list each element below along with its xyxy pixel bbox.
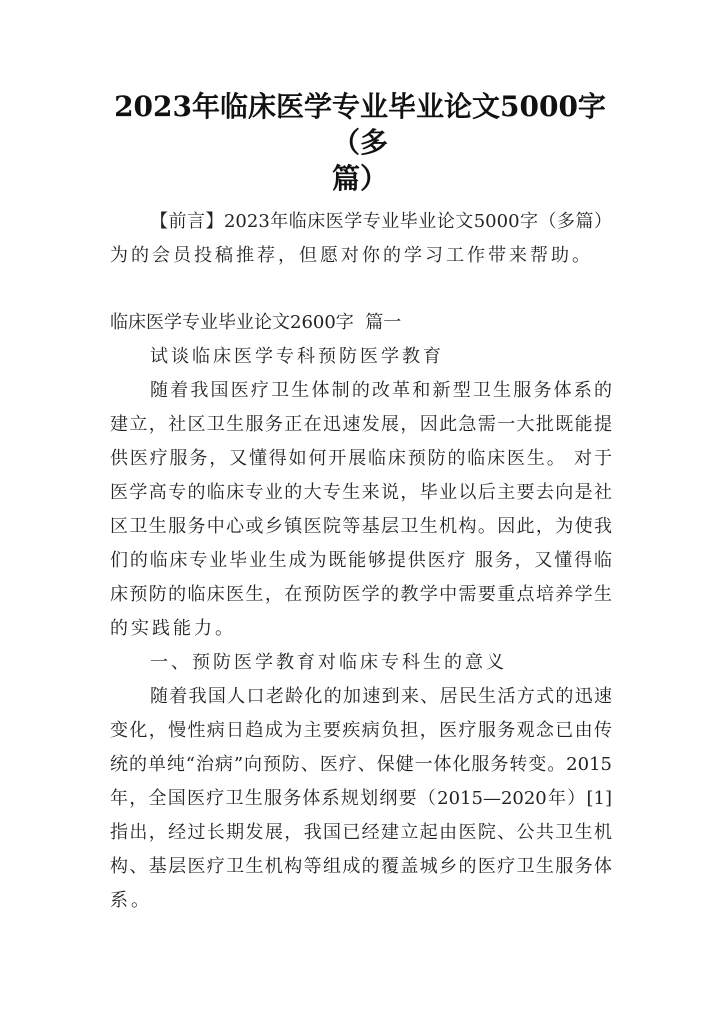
- paragraph-line: 变化，慢性病日趋成为主要疾病负担，医疗服务观念已由传: [110, 720, 612, 741]
- preface: [110, 205, 612, 273]
- subheading: 一、预防医学教育对临床专科生的意义: [150, 652, 507, 673]
- paragraph-line: 构、基层医疗卫生机构等组成的覆盖城乡的医疗卫生服务体: [110, 856, 612, 877]
- paragraph-line: 随着我国医疗卫生体制的改革和新型卫生服务体系的: [150, 380, 612, 401]
- paragraph-line: 床预防的临床医生，在预防医学的教学中需要重点培养学生: [110, 584, 612, 605]
- paragraph-line: 建立，社区卫生服务正在迅速发展，因此急需一大批既能提: [110, 414, 612, 435]
- paragraph-line: 系。: [110, 890, 152, 911]
- document-body: [110, 306, 612, 918]
- paragraph-line: 的实践能力。: [110, 618, 236, 639]
- paragraph-line: 供医疗服务，又懂得如何开展临床预防的临床医生。 对于: [110, 448, 612, 469]
- paragraph-line: 医学高专的临床专业的大专生来说，毕业以后主要去向是社: [110, 482, 612, 503]
- title-line: 2023年临床医学专业毕业论文5000字（多: [114, 90, 606, 159]
- paragraph-line: 指出，经过长期发展，我国已经建立起由医院、公共卫生机: [110, 822, 612, 843]
- paragraph-line: 区卫生服务中心或乡镇医院等基层卫生机构。因此，为使我: [110, 516, 612, 537]
- section-heading: 临床医学专业毕业论文2600字 篇一: [110, 312, 402, 333]
- paragraph-line: 年，全国医疗卫生服务体系规划纲要（2015—2020年）[1]: [110, 788, 612, 809]
- article-title: 试谈临床医学专科预防医学教育: [150, 346, 444, 367]
- paragraph-line: 们的临床专业毕业生成为既能够提供医疗 服务，又懂得临: [110, 550, 612, 571]
- preface-line: 为的会员投稿推荐，但愿对你的学习工作带来帮助。: [110, 245, 593, 266]
- preface-line: 【前言】2023年临床医学专业毕业论文5000字（多篇）: [150, 211, 612, 232]
- title-line: 篇）: [331, 162, 388, 195]
- paragraph-line: 统的单纯“治病”向预防、医疗、保健一体化服务转变。2015: [110, 754, 612, 775]
- paragraph-line: 随着我国人口老龄化的加速到来、居民生活方式的迅速: [150, 686, 612, 707]
- document-title: [100, 89, 620, 197]
